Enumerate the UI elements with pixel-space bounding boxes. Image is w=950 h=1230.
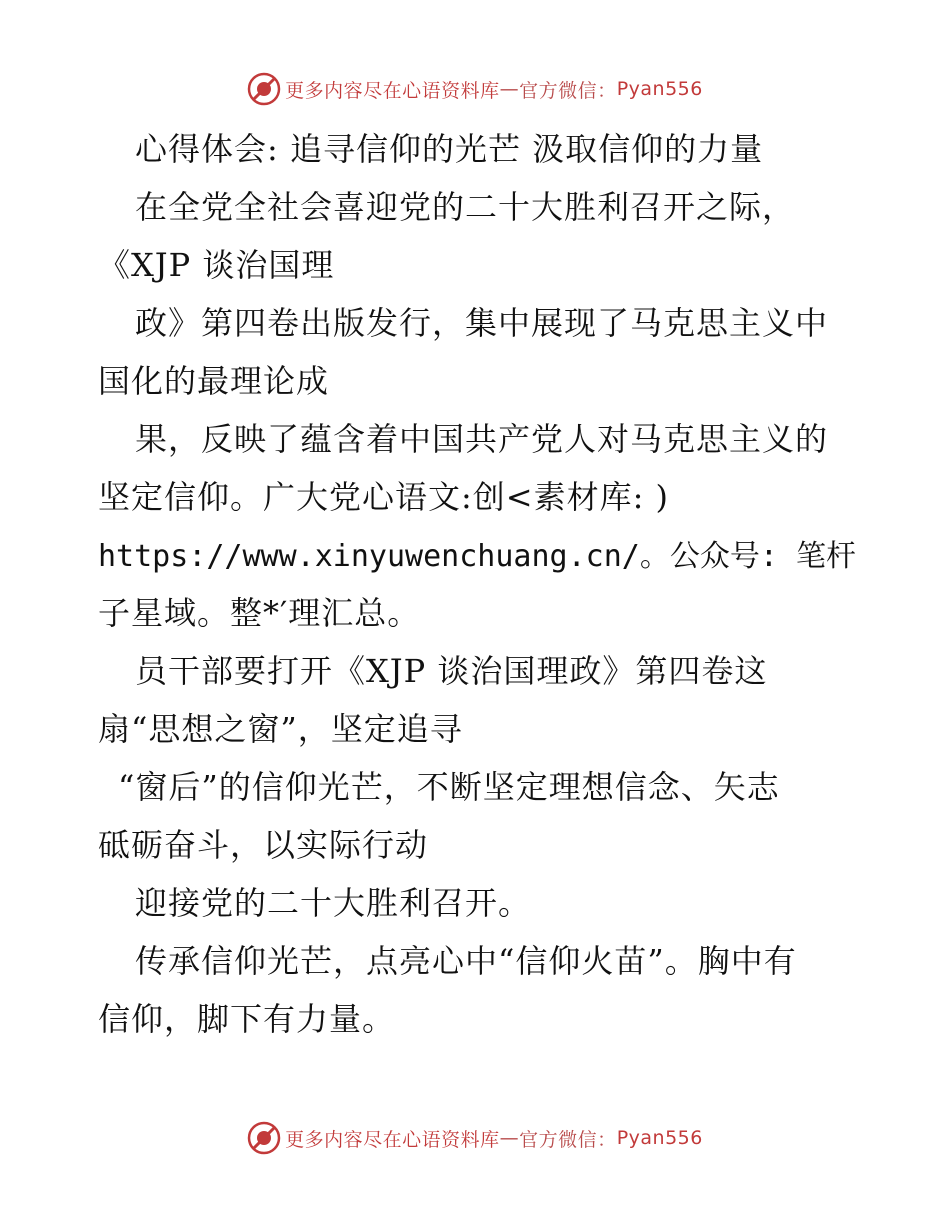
title-line: 心得体会: 追寻信仰的光芒 汲取信仰的力量 (135, 130, 764, 168)
paragraph-line: 《XJP 谈治国理 (98, 246, 335, 284)
paragraph-line: 砥砺奋斗，以实际行动 (98, 826, 429, 864)
paragraph-line: 子星域。整*′理汇总。 (98, 594, 421, 632)
logo-icon (247, 1121, 281, 1155)
paragraph-line: 政》第四卷出版发行，集中展现了马克思主义中 (135, 304, 829, 342)
header-brand: 更多内容尽在心语资料库 (285, 79, 500, 102)
document-body (98, 120, 858, 1048)
paragraph-line: 扇“思想之窗”，坚定追寻 (98, 710, 463, 748)
paragraph-line (98, 526, 858, 584)
page-header (0, 72, 950, 106)
footer-brand: 更多内容尽在心语资料库 (285, 1128, 500, 1151)
paragraph-line: 员干部要打开《XJP 谈治国理政》第四卷这 (135, 652, 768, 690)
paragraph-line: 迎接党的二十大胜利召开。 (135, 884, 532, 922)
footer-handle: Pyan556 (616, 1127, 703, 1149)
url-text: https://www.xinyuwenchuang.cn/。公众号: 笔杆 (98, 539, 856, 574)
logo-icon (247, 72, 281, 106)
footer-label: 官方微信： (519, 1128, 617, 1151)
header-handle: Pyan556 (616, 78, 703, 100)
paragraph-line: 国化的最理论成 (98, 362, 330, 400)
paragraph-line: 果，反映了蕴含着中国共产党人对马克思主义的 (135, 420, 829, 458)
page-footer (0, 1121, 950, 1155)
paragraph-line: “窗后”的信仰光芒，不断坚定理想信念、矢志 (118, 768, 780, 806)
paragraph-line: 坚定信仰。广大党心语文:创<素材库: ) (98, 478, 670, 516)
paragraph-line: 传承信仰光芒，点亮心中“信仰火苗”。胸中有 (135, 942, 797, 980)
header-label: 官方微信： (519, 79, 617, 102)
paragraph-line: 信仰，脚下有力量。 (98, 1000, 396, 1038)
paragraph-line: 在全党全社会喜迎党的二十大胜利召开之际， (135, 188, 796, 226)
header-separator: — (499, 78, 520, 100)
footer-separator: — (499, 1127, 520, 1149)
